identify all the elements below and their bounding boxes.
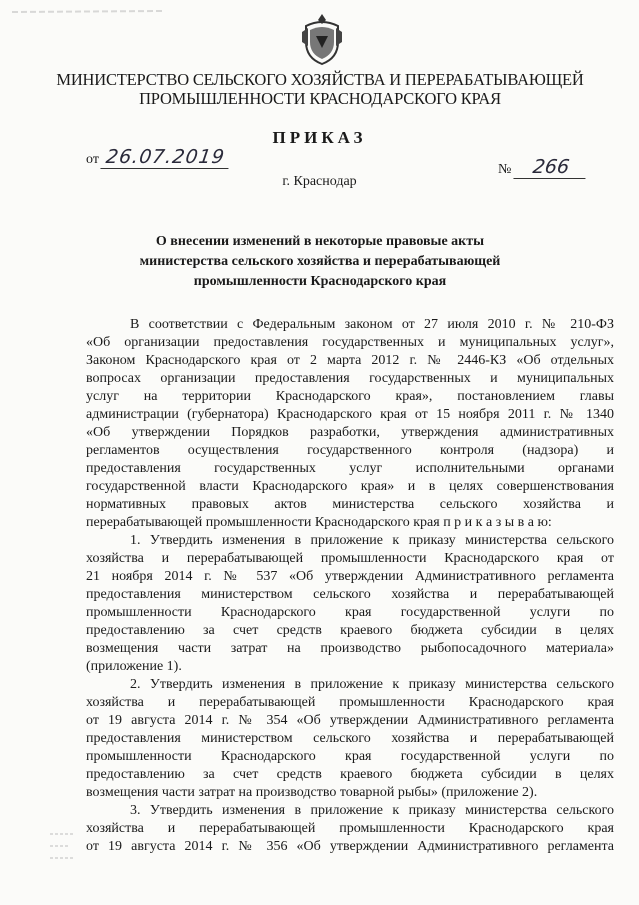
body-line: предоставлению за счет средств краевого бюджета субсидии в целях xyxy=(86,623,614,638)
body-line: от 19 августа 2014 г. № 354 «Об утверждении Административного регламента xyxy=(86,713,614,728)
body-line: хозяйства и перерабатывающей промышленности Краснодарского края от xyxy=(86,551,614,566)
city-label: г. Краснодар xyxy=(282,174,357,189)
body-line: регламентов осуществления государственного контроля (надзора) и xyxy=(86,443,614,458)
body-line: государственной власти Краснодарского края» и в целях совершенствования xyxy=(86,479,614,494)
body-line: предоставления министерством сельского хозяйства и перерабатывающей xyxy=(86,587,614,602)
body-line: промышленности Краснодарского края государственной услуги по xyxy=(86,605,614,620)
order-date xyxy=(86,146,230,169)
date-prefix: от xyxy=(86,152,99,167)
ministry-title xyxy=(40,70,600,108)
body-line: 3. Утвердить изменения в приложение к приказу министерства сельского xyxy=(130,803,614,818)
body-line: (приложение 1). xyxy=(86,659,182,674)
body-line: возмещения части затрат на производство рыбопосадочного материала» xyxy=(86,641,614,656)
subject-line: промышленности Краснодарского края xyxy=(193,274,447,289)
number-prefix: № xyxy=(498,162,512,177)
order-heading: ПРИКАЗ xyxy=(272,128,367,147)
body-line: хозяйства и перерабатывающей промышленности Краснодарского края xyxy=(86,695,614,710)
subject-line: О внесении изменений в некоторые правовые акты xyxy=(155,234,485,249)
body-line: «Об организации предоставления государственных и муниципальных услуг», xyxy=(86,335,614,350)
body-line: «Об утверждении Порядков разработки, утверждения административных xyxy=(86,425,614,440)
number-handwritten: 266 xyxy=(513,156,588,179)
body-line: от 19 августа 2014 г. № 356 «Об утверждении Административного регламента xyxy=(86,839,614,854)
body-line: 1. Утвердить изменения в приложение к приказу министерства сельского xyxy=(130,533,614,548)
order-body xyxy=(86,316,614,856)
scan-artifact-mark xyxy=(46,828,78,868)
body-line: нормативных правовых актов министерства сельского хозяйства и xyxy=(86,497,614,512)
body-line: предоставления государственных услуг исполнительными органами xyxy=(86,461,614,476)
body-line: промышленности Краснодарского края государственной услуги по xyxy=(86,749,614,764)
body-line: вопросах организации предоставления государственных и муниципальных xyxy=(86,371,614,386)
body-line: хозяйства и перерабатывающей промышленности Краснодарского края xyxy=(86,821,614,836)
scan-artifact-mark xyxy=(12,8,162,16)
ministry-title-line: ПРОМЫШЛЕННОСТИ КРАСНОДАРСКОГО КРАЯ xyxy=(139,89,501,108)
body-line: администрации (губернатора) Краснодарского края от 15 ноября 2011 г. № 1340 xyxy=(86,407,614,422)
coat-of-arms-icon xyxy=(300,12,344,66)
body-line: перерабатывающей промышленности Краснодарского края п р и к а з ы в а ю: xyxy=(86,515,552,530)
subject-line: министерства сельского хозяйства и перерабатывающей xyxy=(139,254,501,269)
body-line: В соответствии с Федеральным законом от 27 июля 2010 г. № 210-ФЗ xyxy=(130,317,614,332)
date-handwritten: 26.07.2019 xyxy=(101,146,232,169)
body-line: возмещения части затрат на производство товарной рыбы» (приложение 2). xyxy=(86,785,538,800)
body-line: услуг на территории Краснодарского края», постановлением главы xyxy=(86,389,614,404)
ministry-title-line: МИНИСТЕРСТВО СЕЛЬСКОГО ХОЗЯЙСТВА И ПЕРЕРАБАТЫВАЮЩЕЙ xyxy=(56,70,584,89)
body-line: 21 ноября 2014 г. № 537 «Об утверждении Административного регламента xyxy=(86,569,614,584)
order-subject xyxy=(130,232,510,292)
body-line: 2. Утвердить изменения в приложение к приказу министерства сельского xyxy=(130,677,614,692)
body-line: предоставления министерством сельского хозяйства и перерабатывающей xyxy=(86,731,614,746)
body-line: Законом Краснодарского края от 2 марта 2012 г. № 2446-КЗ «Об отдельных xyxy=(86,353,614,368)
body-line: предоставлению за счет средств краевого бюджета субсидии в целях xyxy=(86,767,614,782)
